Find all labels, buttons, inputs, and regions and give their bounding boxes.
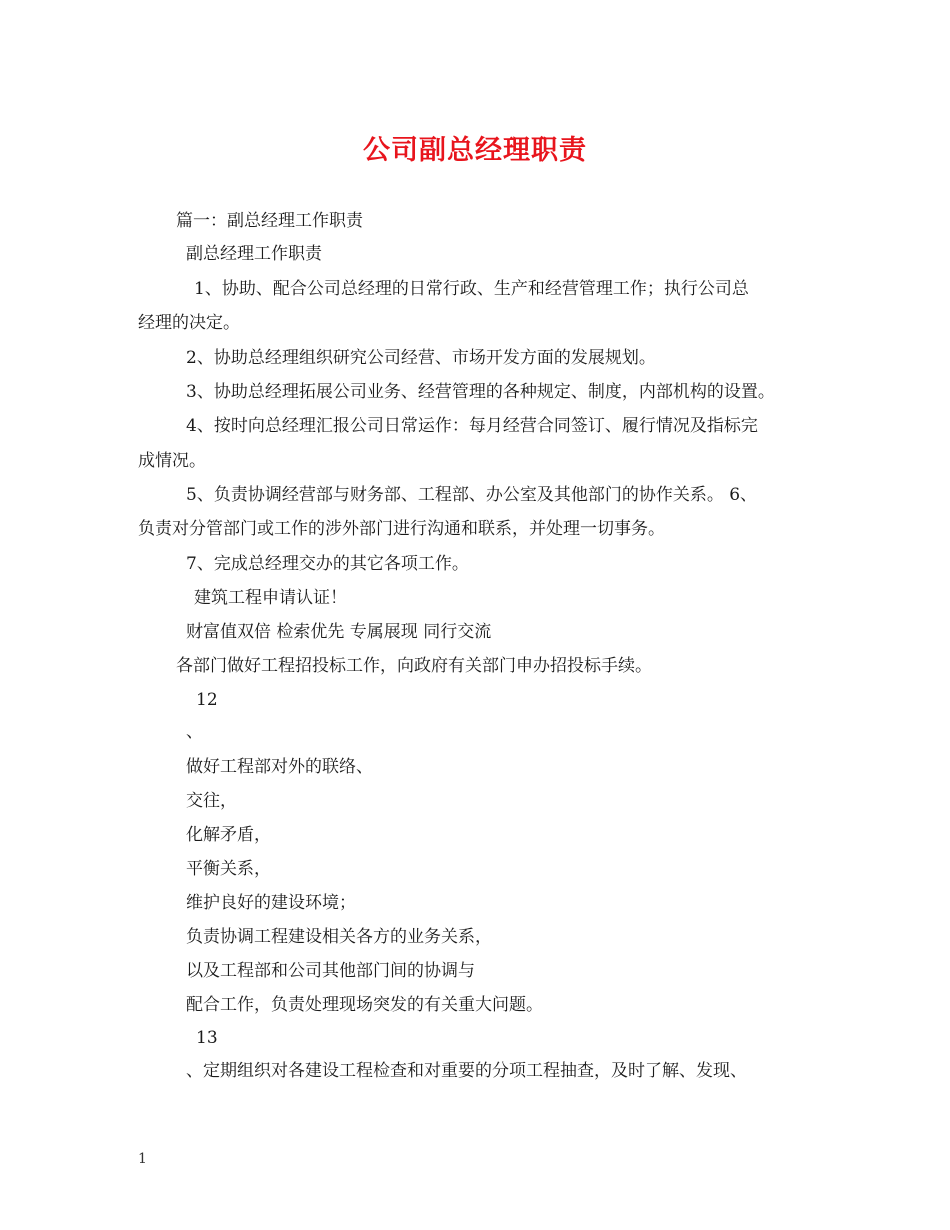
text-line: 7、完成总经理交办的其它各项工作。	[186, 554, 469, 574]
text-line: 建筑工程申请认证！	[194, 588, 347, 608]
text-line: 、定期组织对各建设工程检查和对重要的分项工程抽查，及时了解、发现、	[186, 1061, 747, 1081]
text-line: 1、协助、配合公司总经理的日常行政、生产和经营管理工作；执行公司总	[194, 279, 749, 299]
text-line: 配合工作，负责处理现场突发的有关重大问题。	[186, 995, 543, 1015]
text-line: 平衡关系，	[186, 859, 271, 879]
text-line: 成情况。	[138, 451, 206, 471]
document-title: 公司副总经理职责	[363, 135, 587, 166]
text-line: 2、协助总经理组织研究公司经营、市场开发方面的发展规划。	[186, 348, 656, 368]
text-line: 负责对分管部门或工作的涉外部门进行沟通和联系，并处理一切事务。	[138, 519, 665, 539]
text-line: 做好工程部对外的联络、	[186, 757, 373, 777]
text-line: 以及工程部和公司其他部门间的协调与	[186, 961, 475, 981]
text-line: 副总经理工作职责	[186, 244, 322, 264]
text-line: 经理的决定。	[138, 313, 240, 333]
text-line: 3、协助总经理拓展公司业务、经营管理的各种规定、制度，内部机构的设置。	[186, 382, 775, 402]
page-number: 1	[138, 1151, 147, 1167]
text-line: 4、按时向总经理汇报公司日常运作：每月经营合同签订、履行情况及指标完	[186, 416, 758, 436]
text-line: 、	[186, 722, 203, 742]
text-line: 负责协调工程建设相关各方的业务关系，	[186, 927, 492, 947]
text-line: 化解矛盾，	[186, 825, 271, 845]
text-line: 篇一：副总经理工作职责	[176, 211, 363, 231]
text-line: 12	[196, 690, 218, 710]
text-line: 维护良好的建设环境；	[186, 893, 356, 913]
text-line: 各部门做好工程招投标工作，向政府有关部门申办招投标手续。	[176, 656, 652, 676]
text-line: 财富值双倍 检索优先 专属展现 同行交流	[186, 622, 492, 642]
text-line: 5、负责协调经营部与财务部、工程部、办公室及其他部门的协作关系。 6、	[186, 485, 758, 505]
text-line: 13	[196, 1028, 218, 1048]
text-line: 交往，	[186, 791, 237, 811]
